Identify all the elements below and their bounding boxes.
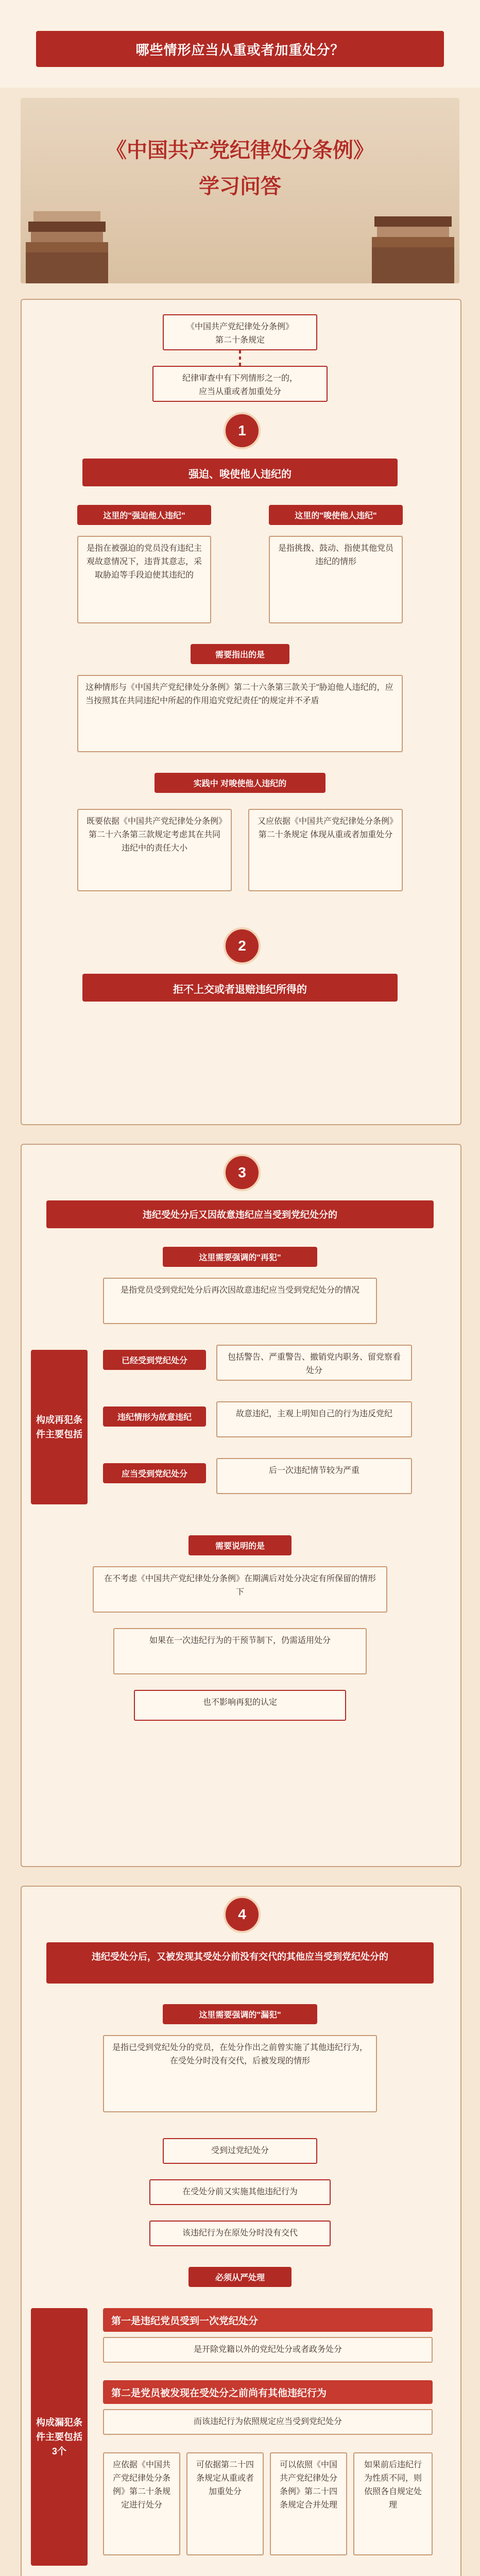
label-instigate: 这里的"唆使他人违纪" — [269, 505, 403, 525]
top-bar — [0, 0, 480, 88]
reoffend-label: 这里需要强调的"再犯" — [163, 1247, 317, 1267]
omission-cond-b: 在受处分前又实施其他违纪行为 — [149, 2179, 331, 2205]
intro-box: 纪律审查中有下列情形之一的， 应当从重或者加重处分 — [152, 366, 328, 402]
practice-b: 又应依据《中国共产党纪律处分条例》第二十条规定 体现从重或者加重处分 — [248, 809, 403, 891]
reoffend-note-label: 需要说明的是 — [188, 1535, 292, 1555]
section-4-title: 违纪受处分后，又被发现其受处分前没有交代的其他应当受到党纪处分的 — [46, 1942, 434, 1984]
reoffend-note-c: 也不影响再犯的认定 — [134, 1690, 346, 1721]
omission-cond-a: 受到过党纪处分 — [163, 2138, 317, 2164]
number-badge-2: 2 — [224, 927, 261, 964]
step-2: 第二是党员被发现在受处分之前尚有其他违纪行为 — [103, 2380, 433, 2404]
result-b: 可依据第二十四条规定从重或者加重处分 — [186, 2452, 264, 2555]
label-force: 这里的"强迫他人违纪" — [77, 505, 211, 525]
omission-cond-c: 该违纪行为在原处分时没有交代 — [149, 2221, 331, 2246]
step-1-note: 是开除党籍以外的党纪处分或者政务处分 — [103, 2337, 433, 2363]
section-1-title: 强迫、唆使他人违纪的 — [82, 459, 398, 486]
number-badge-1: 1 — [224, 412, 261, 449]
reoffend-note-b: 如果在一次违纪行为的干预节制下，仍需适用处分 — [113, 1628, 367, 1674]
number-badge-4: 4 — [224, 1896, 261, 1933]
hero-subtitle: 学习问答 — [199, 174, 281, 198]
result-c: 可以依照《中国共产党纪律处分条例》第二十四条规定合并处理 — [270, 2452, 347, 2555]
question-banner — [36, 31, 444, 67]
omission-label: 这里需要强调的"漏犯" — [163, 2004, 317, 2024]
note-label: 需要指出的是 — [191, 644, 289, 664]
cond-2-tag: 违纪情形为故意违纪 — [103, 1406, 206, 1427]
instigate-text: 是指挑拨、鼓动、指使其他党员违纪的情形 — [269, 536, 403, 623]
omission-conditions-label: 构成漏犯条件主要包括3个 — [31, 2308, 88, 2566]
section-2-title: 拒不上交或者退赔违纪所得的 — [82, 974, 398, 1002]
step-1: 第一是违纪党员受到一次党纪处分 — [103, 2308, 433, 2332]
note-text: 这种情形与《中国共产党纪律处分条例》第二十六条第三款关于"胁迫他人违纪的，应当按照其在共同违纪中所起的作用追究党纪责任"的规定并不矛盾 — [77, 675, 403, 752]
hero-title: 《中国共产党纪律处分条例》 — [106, 138, 374, 162]
omission-text: 是指已受到党纪处分的党员，在处分作出之前曾实施了其他违纪行为，在受处分时没有交代，后被发现的情形 — [103, 2035, 377, 2112]
practice-label: 实践中 对唆使他人违纪的 — [155, 773, 325, 793]
force-text: 是指在被强迫的党员没有违纪主观故意情况下，违背其意志，采取胁迫等手段迫使其违纪的 — [77, 536, 211, 623]
strict-label: 必须从严处理 — [188, 2267, 292, 2287]
section-3-title: 违纪受处分后又因故意违纪应当受到党纪处分的 — [46, 1200, 434, 1228]
hero-banner — [21, 98, 459, 283]
cond-3-text: 后一次违纪情节较为严重 — [216, 1458, 412, 1494]
connector — [239, 350, 241, 366]
step-2-note: 而该违纪行为依照规定应当受到党纪处分 — [103, 2409, 433, 2435]
cond-2-text: 故意违纪，主观上明知自己的行为违反党纪 — [216, 1401, 412, 1437]
result-a: 应依据《中国共产党纪律处分条例》第二十条规定进行处分 — [103, 2452, 180, 2555]
cond-1-text: 包括警告、严重警告、撤销党内职务、留党察看处分 — [216, 1345, 412, 1381]
cond-1-tag: 已经受到党纪处分 — [103, 1350, 206, 1370]
practice-a: 既要依据《中国共产党纪律处分条例》第二十六条第三款规定考虑其在共同违纪中的责任大小 — [77, 809, 232, 891]
number-badge-3: 3 — [224, 1154, 261, 1191]
reoffend-note-a: 在不考虑《中国共产党纪律处分条例》在期满后对处分决定有所保留的情形下 — [93, 1566, 387, 1613]
cond-3-tag: 应当受到党纪处分 — [103, 1463, 206, 1483]
source-box: 《中国共产党纪律处分条例》 第二十条规定 — [163, 314, 317, 350]
result-d: 如果前后违纪行为性质不同，则依照各自规定处理 — [353, 2452, 433, 2555]
reoffend-conditions-label: 构成再犯条件主要包括 — [31, 1350, 88, 1504]
reoffend-text: 是指党员受到党纪处分后再次因故意违纪应当受到党纪处分的情况 — [103, 1278, 377, 1324]
question-text: 哪些情形应当从重或者加重处分？ — [135, 42, 345, 58]
